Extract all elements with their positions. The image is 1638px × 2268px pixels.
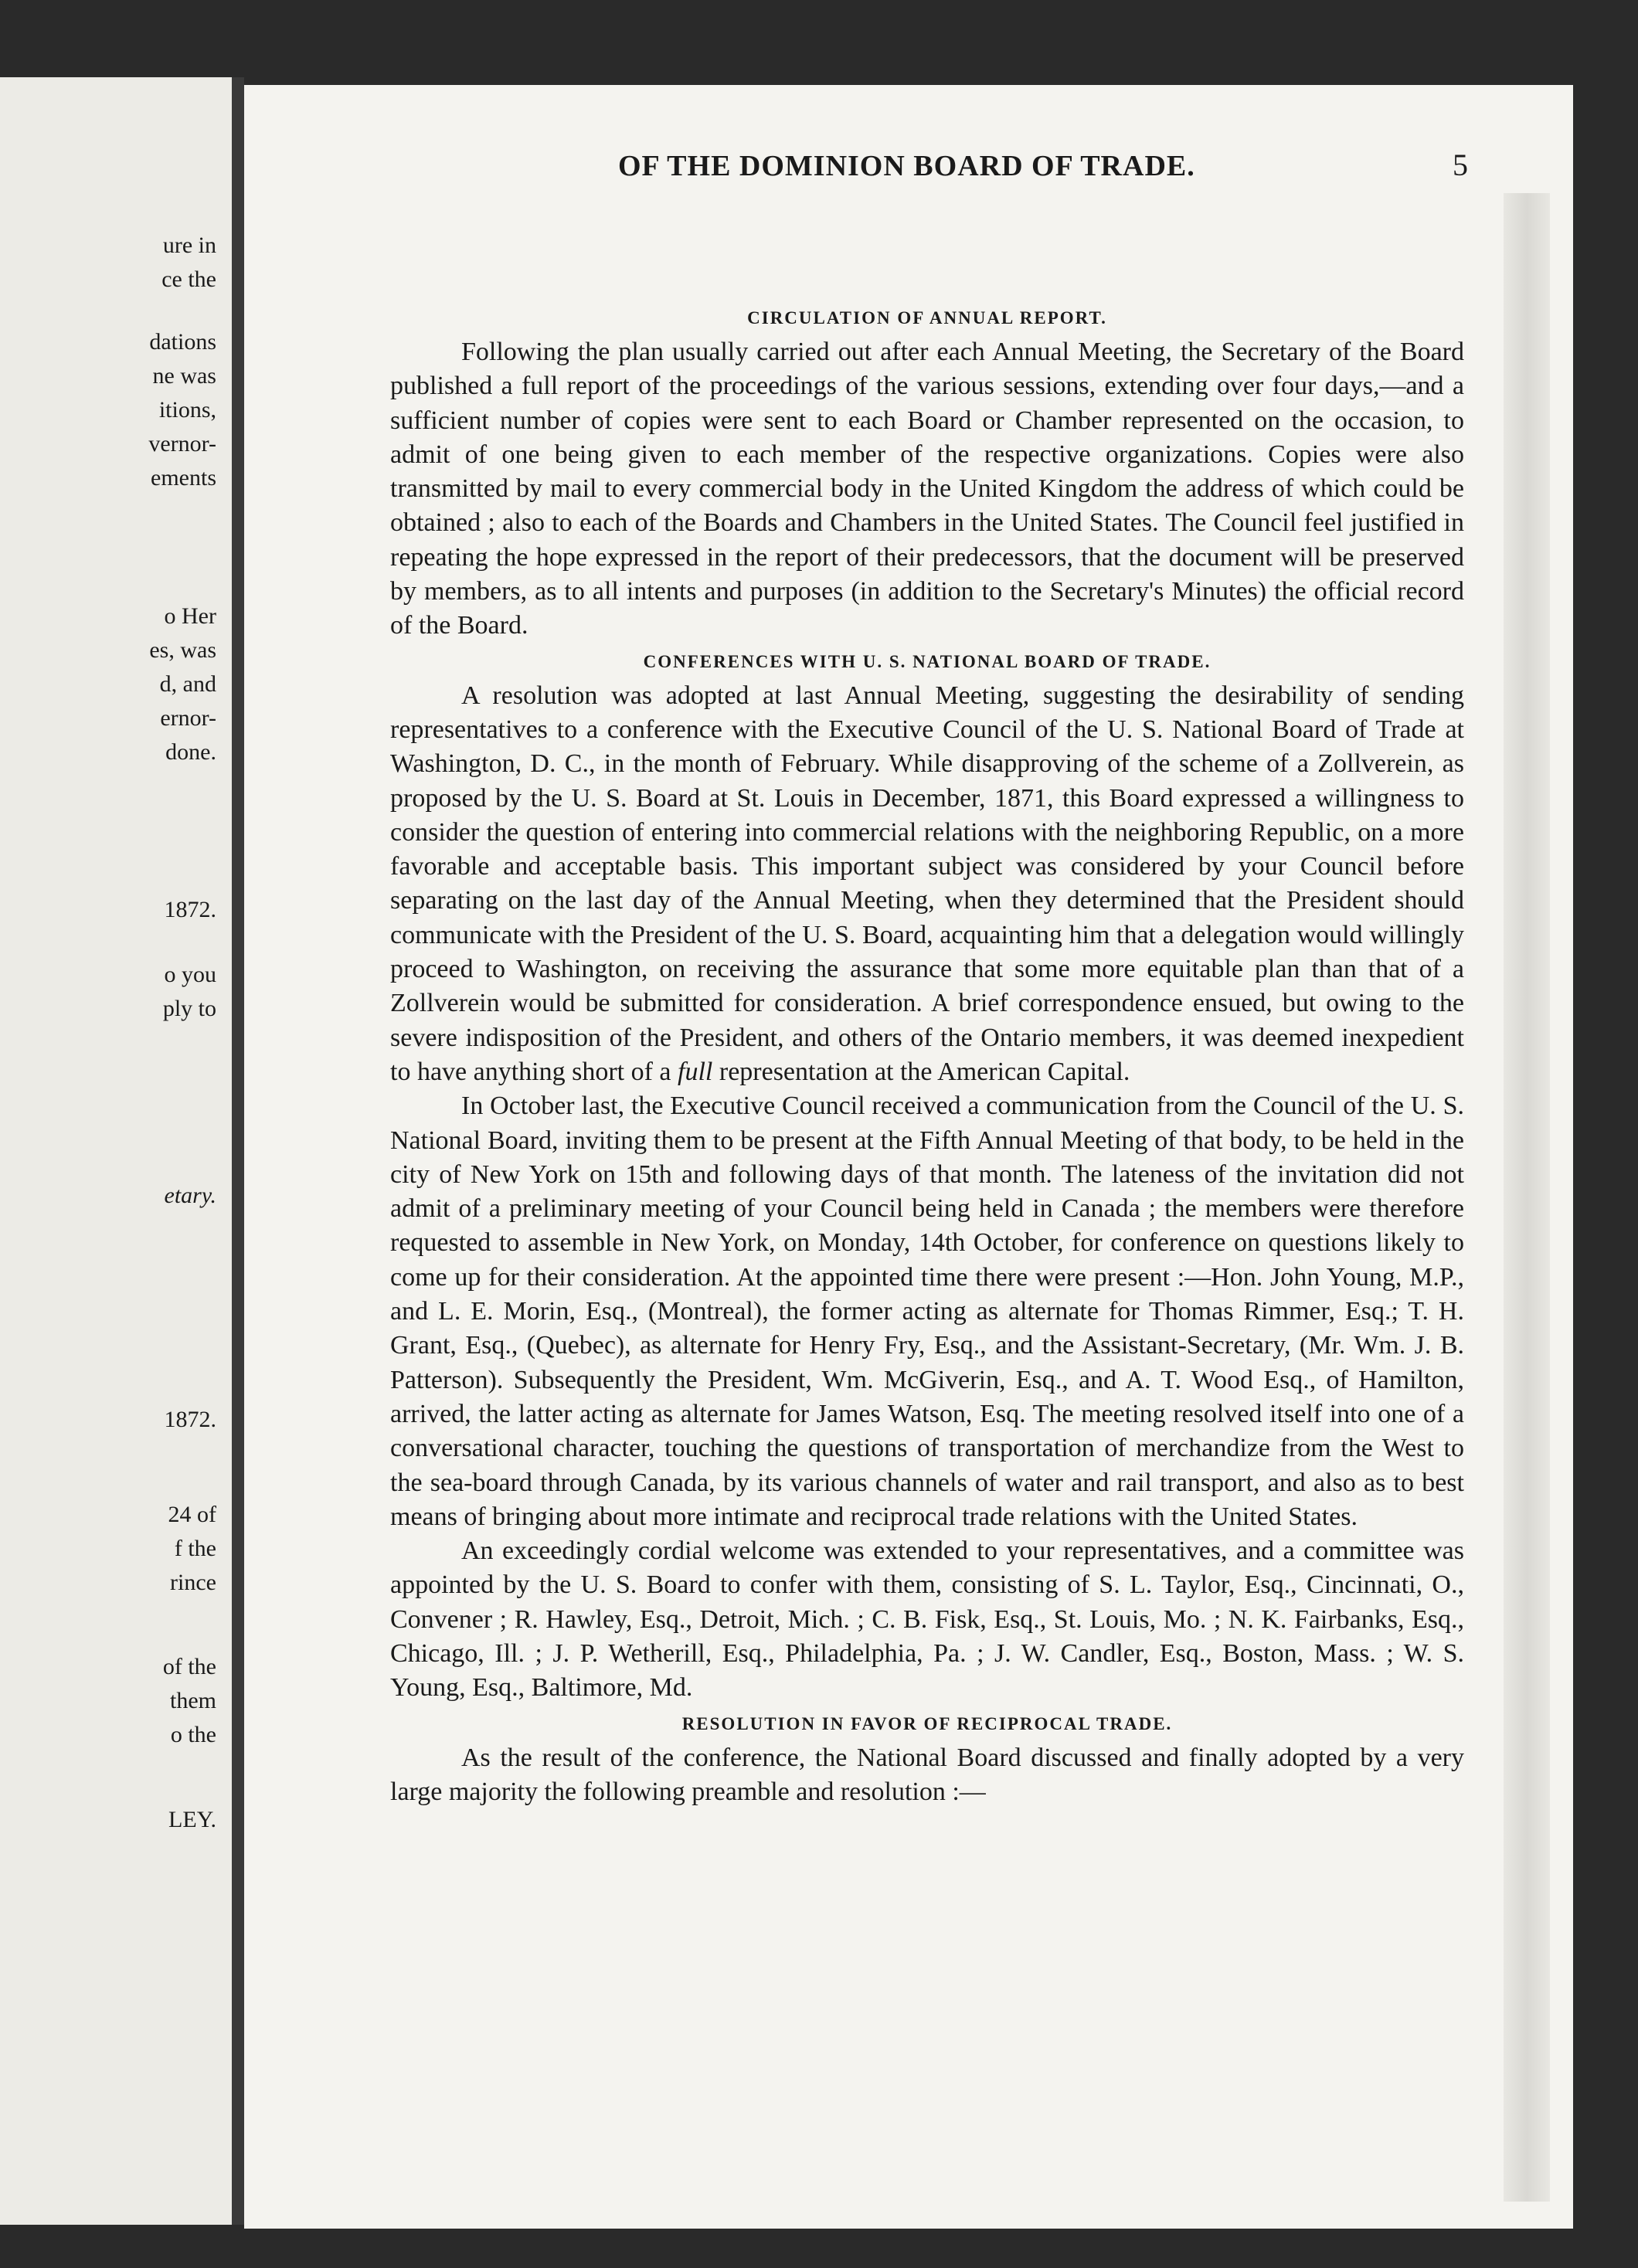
left-page-line: f the <box>174 1536 216 1561</box>
paragraph-circulation: Following the plan usually carried out after each Annual Meeting, the Secretary of the Board published a full report of the proceedings of the various sessions, extending over four days,—and a sufficient number of copies were sent to each Board or Chamber represented on the occasion, to admit of one being given to each member of the respective organizations. Copies were also transmitted by mail to every commercial body in the United Kingdom the address of which could be obtained ; also to each of the Boards and Chambers in the United States. The Council feel justified in repeating the hope expressed in the report of their predecessors, that the document will be preserved by members, as to all intents and purposes (in addition to the Secretary's Minutes) the official record of the Board. <box>390 338 1464 640</box>
left-page-line: etary. <box>164 1183 216 1208</box>
paragraph-conferences-3: An exceedingly cordial welcome was extended to your representatives, and a committee was appointed by the U. S. Board to confer with them, consisting of S. L. Taylor, Esq., Cincinnati, O., Convener ; R. Hawley, Esq., Detroit, Mich. ; C. B. Fisk, Esq., St. Louis, Mo. ; N. K. Fairbanks, Esq., Chicago, Ill. ; J. P. Wetherill, Esq., Philadelphia, Pa. ; J. W. Candler, Esq., Boston, Mass. ; W. S. Young, Esq., Baltimore, Md. <box>390 1536 1464 1703</box>
paragraph-text: representation at the American Capital. <box>719 1057 1130 1086</box>
section-heading-conferences: CONFERENCES WITH U. S. NATIONAL BOARD OF TRADE. <box>643 651 1212 671</box>
left-page-line: of the <box>162 1654 216 1679</box>
book-gutter <box>232 77 244 2225</box>
left-page-line: 1872. <box>164 1407 216 1432</box>
page-number: 5 <box>1453 148 1468 182</box>
left-page-line: ply to <box>162 996 216 1021</box>
page-edge-stack <box>1504 193 1550 2202</box>
running-head <box>371 147 1468 183</box>
left-page-line: LEY. <box>168 1807 216 1832</box>
left-page-line: ure in <box>162 233 216 258</box>
section-heading-resolution: RESOLUTION IN FAVOR OF RECIPROCAL TRADE. <box>681 1713 1173 1733</box>
paragraph-conferences-1 <box>390 679 1464 1090</box>
paragraph-text: A resolution was adopted at last Annual Meeting, suggesting the desirability of sending representatives to a conference with the Executive Council of the U. S. National Board of Trade at Washington, D. C., in the month of February. While disapproving of the scheme of a Zollverein, as proposed by the U. S. Board at St. Louis in December, 1871, this Board expressed a willingness to consider the question of entering into commercial relations with the neighboring Republic, on a more favorable and acceptable basis. This important subject was considered by your Council before separating on the last day of the Annual Meeting, when they determined that the President should communicate with the President of the U. S. Board, acquainting him that a delegation would willingly proceed to Washington, on receiving the assurance that some more equitable plan than that of a Zollverein would be submitted for consideration. A brief correspondence ensued, but owing to the severe indisposition of the President, and others of the Ontario members, it was deemed inexpedient to have anything short of a <box>390 681 1464 1086</box>
previous-page-fragment <box>0 77 232 2225</box>
left-page-line: vernor- <box>148 431 216 457</box>
italic-word: full <box>678 1057 713 1086</box>
left-page-line: ce the <box>161 267 216 292</box>
paragraph-resolution: As the result of the conference, the National Board discussed and finally adopted by a very large majority the following preamble and resolution :— <box>390 1743 1464 1806</box>
left-page-line: ernor- <box>160 705 216 731</box>
left-page-line: done. <box>165 739 216 765</box>
left-page-line: o you <box>164 962 216 987</box>
left-page-line: 24 of <box>168 1502 216 1527</box>
left-page-line: ements <box>151 465 216 491</box>
left-page-line: es, was <box>149 637 216 663</box>
left-page-line: d, and <box>159 671 216 697</box>
left-page-line: them <box>170 1688 216 1713</box>
left-page-line: dations <box>149 329 216 355</box>
body-text <box>390 300 1464 1809</box>
paragraph-conferences-2: In October last, the Executive Council received a communication from the Council of the U. S. National Board, inviting them to be present at the Fifth Annual Meeting of that body, to be held in the city of New York on 15th and following days of that month. The lateness of the invitation did not admit of a preliminary meeting of your Council being held in Canada ; the members were therefore requested to assemble in New York, on Monday, 14th October, for conference on questions likely to come up for their consideration. At the appointed time there were present :—Hon. John Young, M.P., and L. E. Morin, Esq., (Montreal), the former acting as alternate for Thomas Rimmer, Esq.; T. H. Grant, Esq., (Quebec), as alternate for Henry Fry, Esq., and the Assistant-Secretary, (Mr. Wm. J. B. Patterson). Subsequently the President, Wm. McGiverin, Esq., and A. T. Wood Esq., of Hamilton, arrived, the latter acting as alternate for James Watson, Esq. The meeting resolved itself into one of a conversational character, touching the questions of transportation of merchandize from the West to the sea-board through Canada, by its various channels of water and rail transport, and also as to best means of bringing about more intimate and reciprocal trade relations with the United States. <box>390 1092 1464 1531</box>
section-heading-circulation: CIRCULATION OF ANNUAL REPORT. <box>747 308 1107 328</box>
left-page-line: o Her <box>164 603 216 629</box>
left-page-line: ne was <box>152 363 216 389</box>
left-page-line: itions, <box>158 397 216 423</box>
left-page-line: 1872. <box>164 897 216 922</box>
running-title: OF THE DOMINION BOARD OF TRADE. <box>618 150 1195 182</box>
left-page-line: o the <box>170 1722 216 1747</box>
left-page-line: rince <box>170 1570 216 1595</box>
